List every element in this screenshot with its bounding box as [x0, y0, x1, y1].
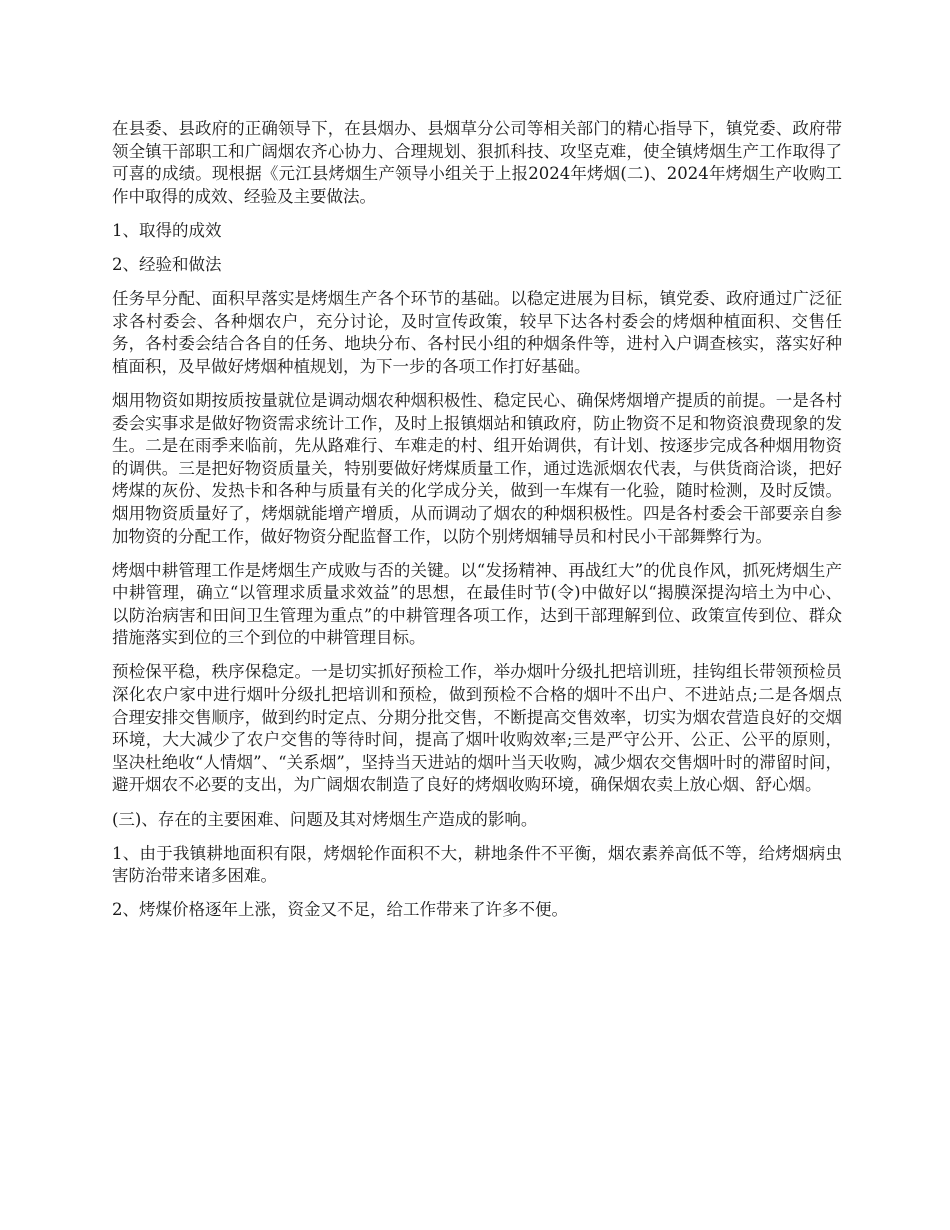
paragraph-cultivation-management: 烤烟中耕管理工作是烤烟生产成败与否的关键。以“发扬精神、再战红大”的优良作风，抓死烤烟生产中耕管理，确立“以管理求质量求效益”的思想，在最佳时节(令)中做好以“揭膜深提沟培土为中心、以防治病害和田间卫生管理为重点”的中耕管理各项工作，达到干部理解到位、政策宣传到位、群众措施落实到位的三个到位的中耕管理目标。 [112, 560, 842, 648]
list-item-difficulty-1: 1、由于我镇耕地面积有限，烤烟轮作面积不大，耕地条件不平衡，烟农素养高低不等，给烤烟病虫害防治带来诸多困难。 [112, 843, 842, 886]
list-item-difficulty-2: 2、烤煤价格逐年上涨，资金又不足，给工作带来了许多不便。 [112, 900, 568, 920]
section-heading-experience: 2、经验和做法 [112, 254, 222, 274]
section-heading-results: 1、取得的成效 [112, 220, 222, 240]
paragraph-pre-inspection: 预检保平稳，秩序保稳定。一是切实抓好预检工作，举办烟叶分级扎把培训班，挂钩组长带领预检员深化农户家中进行烟叶分级扎把培训和预检，做到预检不合格的烟叶不出户、不进站点;二是各烟点合理安排交售顺序，做到约时定点、分期分批交售，不断提高交售效率，切实为烟农营造良好的交烟环境，大大减少了农户交售的等待时间，提高了烟叶收购效率;三是严守公开、公正、公平的原则，坚决杜绝收“人情烟”、“关系烟”，坚持当天进站的烟叶当天收购，减少烟农交售烟叶时的滞留时间，避开烟农不必要的支出，为广阔烟农制造了良好的烤烟收购环境，确保烟农卖上放心烟、舒心烟。 [112, 662, 842, 795]
intro-paragraph: 在县委、县政府的正确领导下，在县烟办、县烟草分公司等相关部门的精心指导下，镇党委、政府带领全镇干部职工和广阔烟农齐心协力、合理规划、狠抓科技、攻坚克难，使全镇烤烟生产工作取得了可喜的成绩。现根据《元江县烤烟生产领导小组关于上报2024年烤烟(二)、2024年烤烟生产收购工作中取得的成效、经验及主要做法。 [112, 119, 842, 206]
paragraph-materials: 烟用物资如期按质按量就位是调动烟农种烟积极性、稳定民心、确保烤烟增产提质的前提。一是各村委会实事求是做好物资需求统计工作，及时上报镇烟站和镇政府，防止物资不足和物资浪费现象的发生。二是在雨季来临前，先从路难行、车难走的村、组开始调供，有计划、按逐步完成各种烟用物资的调供。三是把好物资质量关，特别要做好烤煤质量工作，通过选派烟农代表，与供货商洽谈，把好烤煤的灰份、发热卡和各种与质量有关的化学成分关，做到一车煤有一化验，随时检测，及时反馈。烟用物资质量好了，烤烟就能增产增质，从而调动了烟农的种烟积极性。四是各村委会干部要亲自参加物资的分配工作，做好物资分配监督工作，以防个别烤烟辅导员和村民小干部舞弊行为。 [112, 390, 842, 546]
section-heading-difficulties: (三)、存在的主要困难、问题及其对烤烟生产造成的影响。 [112, 809, 538, 829]
paragraph-task-allocation: 任务早分配、面积早落实是烤烟生产各个环节的基础。以稳定进展为目标，镇党委、政府通过广泛征求各村委会、各种烟农户，充分讨论，及时宣传政策，较早下达各村委会的烤烟种植面积、交售任务，各村委会结合各自的任务、地块分布、各村民小组的种烟条件等，进村入户调查核实，落实好种植面积，及早做好烤烟种植规划，为下一步的各项工作打好基础。 [112, 289, 842, 376]
document-body [112, 118, 842, 933]
